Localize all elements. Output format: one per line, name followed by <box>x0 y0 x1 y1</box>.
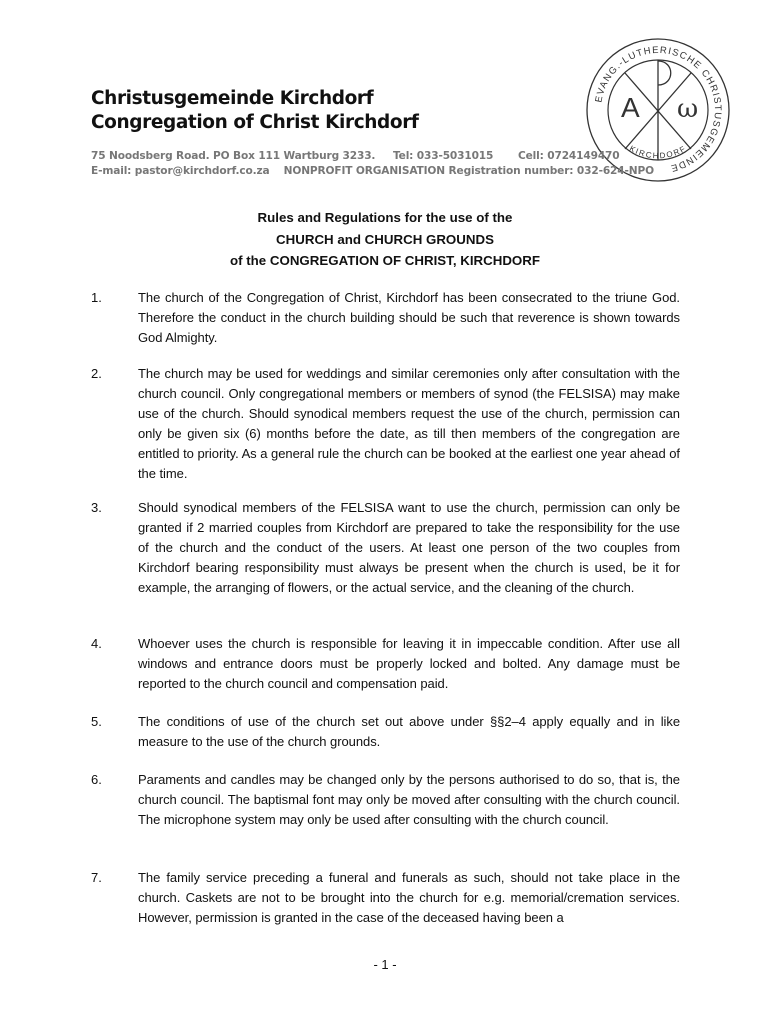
org-name-german: Christusgemeinde Kirchdorf <box>91 88 374 109</box>
seal-alpha: A <box>621 92 640 123</box>
rule-number: 6. <box>91 772 102 787</box>
rule-item <box>91 498 680 598</box>
rule-text: Should synodical members of the FELSISA want to use the church, permission can only be granted if 2 married couples from Kirchdorf are prepared to take the responsibility for the use of the church and the conduct of the users. At least one person of the two couples from Kirchdorf bearing responsibility must always be present when the church is used, be it for example, the arranging of flowers, or the actual service, and the cleaning of the church. <box>138 500 680 596</box>
seal-ring-text: EVANG.-LUTHERISCHE CHRISTUSGEMEINDE <box>593 44 724 174</box>
rule-text: The church may be used for weddings and similar ceremonies only after consultation with the church council. Only congregational members or members of synod (the FELSISA) may make use of the church. Should synodical members request the use of the church, permission can only be given six (6) months before the date, as till then members of the congregation are entitled to priority. As a general rule the church can be booked at the earliest one year ahead of the time. <box>138 366 680 482</box>
contact-address-line: 75 Noodsberg Road. PO Box 111 Wartburg 3233. Tel: 033-5031015 Cell: 0724149470 <box>91 150 620 162</box>
rule-number: 1. <box>91 290 102 305</box>
rule-item <box>91 634 680 694</box>
rule-number: 3. <box>91 500 102 515</box>
rule-text: The church of the Congregation of Christ, Kirchdorf has been consecrated to the triune God. Therefore the conduct in the church building should be such that reverence is shown towards God Almighty. <box>138 290 680 346</box>
rule-item <box>91 770 680 830</box>
rule-text: Paraments and candles may be changed only by the persons authorised to do so, that is, the church council. The baptismal font may only be moved after consulting with the church council. The microphone system may only be used after consulting with the church council. <box>138 772 680 828</box>
rule-text: Whoever uses the church is responsible for leaving it in impeccable condition. After use all windows and entrance doors must be properly locked and bolted. Any damage must be reported to the church council and compensation paid. <box>138 636 680 692</box>
rule-number: 5. <box>91 714 102 729</box>
rule-item <box>91 868 680 928</box>
title-line-3: of the CONGREGATION OF CHRIST, KIRCHDORF <box>229 253 540 268</box>
page-number: - 1 - <box>373 957 397 972</box>
rule-item <box>91 364 680 485</box>
rule-number: 7. <box>91 870 102 885</box>
title-line-1: Rules and Regulations for the use of the <box>257 210 513 225</box>
rule-text: The conditions of use of the church set out above under §§2–4 apply equally and in like measure to the use of the church grounds. <box>138 714 680 750</box>
seal-bottom-text: KIRCHDORF <box>627 143 689 161</box>
document-title <box>120 207 650 272</box>
rule-number: 4. <box>91 636 102 651</box>
rule-item <box>91 712 680 752</box>
rule-item <box>91 288 680 348</box>
rule-number: 2. <box>91 366 102 381</box>
contact-email-line: E-mail: pastor@kirchdorf.co.za NONPROFIT ORGANISATION Registration number: 032-624-NPO <box>91 165 654 177</box>
rule-text: The family service preceding a funeral and funerals as such, should not take place in the church. Caskets are not to be brought into the church for e.g. memorial/cremation services. However, permission is granted in the case of the deceased having been a <box>138 870 680 926</box>
title-line-2: CHURCH and CHURCH GROUNDS <box>276 231 494 247</box>
org-name-english: Congregation of Christ Kirchdorf <box>91 112 419 133</box>
seal-omega: ω <box>677 94 699 124</box>
